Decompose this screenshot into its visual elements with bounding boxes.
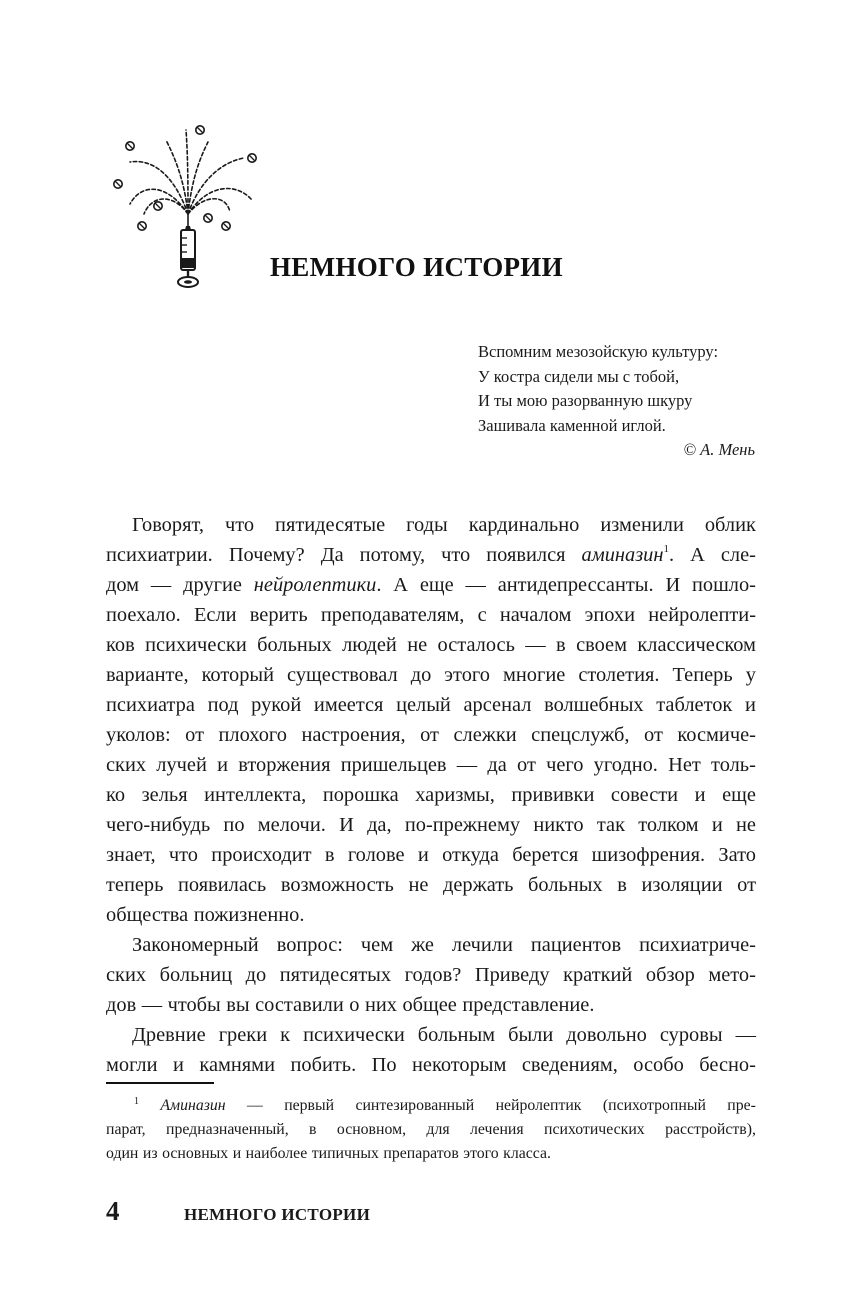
word: толком — [638, 814, 699, 836]
word: и — [172, 1054, 184, 1076]
word: существовал — [287, 664, 398, 686]
paragraph-line — [106, 930, 756, 960]
word: сле- — [720, 544, 756, 566]
word: пре- — [727, 1097, 756, 1114]
word: нейролептик — [495, 1097, 582, 1114]
word: происходит — [211, 844, 312, 866]
word: обзор — [645, 964, 695, 986]
word: появился — [486, 544, 566, 566]
word: — — [456, 754, 478, 776]
word: шизофрения. — [591, 844, 706, 866]
word: имеется — [313, 694, 384, 716]
word: антидепрессанты. — [497, 574, 654, 596]
word: основных — [162, 1145, 229, 1162]
word: своем — [576, 634, 627, 656]
word: лучей — [156, 754, 207, 776]
running-footer — [106, 1196, 370, 1227]
word: да, — [367, 814, 392, 836]
paragraph-line — [106, 810, 756, 840]
word: толь- — [711, 754, 756, 776]
word: интеллекта, — [204, 784, 307, 806]
paragraph-line — [106, 990, 756, 1020]
word: еще — [419, 574, 454, 596]
word: представление. — [462, 994, 595, 1016]
word: не — [407, 634, 428, 656]
word: берется — [512, 844, 579, 866]
word: суровы — [659, 1024, 723, 1046]
word: настроения, — [301, 724, 406, 746]
word: психотических — [544, 1121, 645, 1138]
paragraph-line — [106, 780, 756, 810]
word: совести — [610, 784, 679, 806]
word: же — [411, 934, 434, 956]
word: аминазин$^1$. — [581, 543, 675, 566]
epigraph-attribution: © А. Мень — [683, 440, 755, 459]
word: годы — [406, 514, 448, 536]
word: не — [736, 814, 756, 836]
word: психически — [303, 1024, 405, 1046]
word: Почему? — [228, 544, 305, 566]
word: чего — [546, 754, 584, 776]
word: больных — [528, 874, 603, 896]
epigraph-line: Вспомним мезозойскую культуру: — [478, 342, 719, 361]
body-text — [106, 510, 756, 1080]
word: сведениям, — [521, 1054, 618, 1076]
word: класса. — [503, 1145, 551, 1162]
word: были — [508, 1024, 554, 1046]
word: больниц — [159, 964, 233, 986]
word: предназначенный, — [166, 1121, 289, 1138]
word: Аминазин — [160, 1097, 226, 1114]
word: краткий — [563, 964, 633, 986]
footnote-line — [106, 1094, 756, 1118]
word: рукой — [251, 694, 302, 716]
word: 1 — [134, 1096, 139, 1107]
word: Приведу — [474, 964, 550, 986]
word: мето- — [708, 964, 756, 986]
word: не — [408, 874, 429, 896]
word: Закономерный — [132, 934, 259, 956]
word: другие — [183, 574, 242, 596]
word: поехало. — [106, 604, 181, 626]
word: что — [168, 844, 198, 866]
word: довольно — [566, 1024, 647, 1046]
word: и — [711, 814, 723, 836]
word: в — [617, 874, 627, 896]
word: бесно- — [699, 1054, 756, 1076]
word: откуда — [442, 844, 499, 866]
word: плохого — [218, 724, 287, 746]
word: побить. — [290, 1054, 357, 1076]
paragraph-line — [106, 540, 756, 570]
word: появилась — [178, 874, 267, 896]
word: и — [232, 1145, 242, 1162]
word: зелья — [141, 784, 188, 806]
word: волшебных — [544, 694, 644, 716]
word: возможность — [280, 874, 394, 896]
word: слежки — [453, 724, 517, 746]
chapter-title: НЕМНОГО ИСТОРИИ — [270, 252, 563, 282]
paragraph-line — [106, 1020, 756, 1050]
word: целый — [396, 694, 451, 716]
footnote-line — [106, 1142, 756, 1166]
word: знает, — [106, 844, 156, 866]
word: дом — [106, 574, 140, 596]
word: первый — [284, 1097, 335, 1114]
word: что — [224, 514, 255, 536]
word: что — [441, 544, 471, 566]
word: изоляции — [641, 874, 723, 896]
word: чего-нибудь — [106, 814, 211, 836]
word: для — [426, 1121, 450, 1138]
word: наиболее — [245, 1145, 308, 1162]
word: пришельцев — [340, 754, 447, 776]
word: держать — [443, 874, 514, 896]
paragraph-line — [106, 690, 756, 720]
word: еще — [722, 784, 756, 806]
word: пятидесятых — [279, 964, 392, 986]
word: арсенал — [463, 694, 532, 716]
word: изменили — [600, 514, 684, 536]
word: началом — [499, 604, 572, 626]
word: — — [150, 574, 172, 596]
word: в — [324, 844, 335, 866]
paragraph-line — [106, 720, 756, 750]
footnotes — [106, 1094, 756, 1166]
word: спецслужб, — [531, 724, 630, 746]
word: Говорят, — [132, 514, 204, 536]
word: Теперь — [672, 664, 733, 686]
word: парат, — [106, 1121, 146, 1138]
word: них — [364, 994, 397, 1016]
page-number: 4 — [106, 1196, 120, 1226]
word: и — [694, 784, 706, 806]
word: Если — [193, 604, 237, 626]
word: с — [477, 604, 487, 626]
word: и — [217, 754, 229, 776]
word: в — [309, 1121, 317, 1138]
paragraph-line — [106, 630, 756, 660]
paragraph-line — [106, 870, 756, 900]
word: психически — [145, 634, 247, 656]
word: психиатриче- — [639, 934, 756, 956]
word: общее — [402, 994, 457, 1016]
word: Древние — [132, 1024, 206, 1046]
word: пациентов — [530, 934, 622, 956]
word: Зато — [718, 844, 756, 866]
word: годов? — [404, 964, 462, 986]
word: многие — [502, 664, 566, 686]
word: к — [280, 1024, 291, 1046]
word: классическом — [637, 634, 756, 656]
word: харизмы, — [415, 784, 495, 806]
word: Да — [320, 544, 344, 566]
word: составили — [255, 994, 344, 1016]
word: ков — [106, 634, 135, 656]
word: теперь — [106, 874, 164, 896]
footnote-divider — [106, 1082, 214, 1084]
paragraph-line — [106, 900, 756, 930]
paragraph-line — [106, 660, 756, 690]
word: по-прежнему — [404, 814, 521, 836]
word: — — [465, 574, 486, 596]
word: чтобы — [167, 994, 221, 1016]
paragraph-line — [106, 570, 756, 600]
word: до — [410, 664, 432, 686]
epigraph-line: И ты мою разорванную шкуру — [478, 391, 693, 410]
word: уколов: — [106, 724, 171, 746]
word: По — [371, 1054, 397, 1076]
epigraph — [478, 340, 758, 463]
word: преподавателям, — [320, 604, 465, 626]
word: вопрос: — [276, 934, 343, 956]
word: верить — [249, 604, 308, 626]
word: — — [141, 994, 163, 1016]
epigraph-line: Зашивала каменной иглой. — [478, 415, 666, 435]
word: психиатрии. — [106, 544, 213, 566]
word: ских — [106, 964, 147, 986]
word: угодно. — [593, 754, 658, 776]
word: потому, — [359, 544, 426, 566]
word: пошло- — [692, 574, 756, 596]
word: варианте, — [106, 664, 189, 686]
word: греки — [218, 1024, 268, 1046]
word: прививки — [511, 784, 595, 806]
paragraph-line — [106, 600, 756, 630]
word: да — [487, 754, 507, 776]
word: нейролепти- — [648, 604, 756, 626]
word: по — [223, 814, 245, 836]
word: и — [744, 694, 756, 716]
word: — — [735, 1024, 756, 1046]
word: столетия. — [578, 664, 660, 686]
word: могли — [106, 1054, 158, 1076]
word: А — [393, 574, 409, 596]
word: больным — [417, 1024, 496, 1046]
word: больных — [257, 634, 332, 656]
running-title: НЕМНОГО ИСТОРИИ — [184, 1205, 371, 1224]
word: дов — [106, 994, 137, 1016]
word: о — [349, 994, 360, 1016]
word: чем — [360, 934, 394, 956]
word: кардинально — [468, 514, 580, 536]
word: до — [245, 964, 267, 986]
word: этого — [444, 664, 490, 686]
word: типичных — [311, 1145, 379, 1162]
word: некоторым — [412, 1054, 507, 1076]
word: от — [644, 724, 663, 746]
word: этого — [463, 1145, 499, 1162]
word: под — [207, 694, 239, 716]
word: пожизненно. — [193, 904, 305, 926]
word: — — [525, 634, 546, 656]
word: вы — [226, 994, 250, 1016]
word: так — [596, 814, 625, 836]
word: ко — [106, 784, 126, 806]
paragraph-line — [106, 750, 756, 780]
word: осталось — [437, 634, 515, 656]
word: и — [417, 844, 429, 866]
word: порошка — [322, 784, 399, 806]
word: от — [737, 874, 756, 896]
word: пятидесятые — [275, 514, 386, 536]
word: который — [201, 664, 275, 686]
word: у — [745, 664, 756, 686]
word: — — [247, 1097, 263, 1114]
word: людей — [342, 634, 397, 656]
word: нейролептики. — [253, 574, 382, 596]
paragraph-line — [106, 840, 756, 870]
word: И — [339, 814, 354, 836]
word: (психотропный — [602, 1097, 706, 1114]
word: один — [106, 1145, 139, 1162]
footnote-line — [106, 1118, 756, 1142]
word: в — [556, 634, 566, 656]
word: от — [517, 754, 536, 776]
word: основном, — [336, 1121, 407, 1138]
syringe-fountain-icon — [104, 118, 274, 298]
word: Нет — [668, 754, 701, 776]
word: лечения — [470, 1121, 524, 1138]
word: камнями — [199, 1054, 276, 1076]
word: эпохи — [584, 604, 636, 626]
word: от — [420, 724, 439, 746]
word: особо — [633, 1054, 684, 1076]
word: ских — [106, 754, 147, 776]
word: психиатра — [106, 694, 195, 716]
word: синтезированный — [355, 1097, 475, 1114]
word: облик — [704, 514, 756, 536]
word: таблеток — [656, 694, 733, 716]
word: из — [142, 1145, 158, 1162]
paragraph-line — [106, 510, 756, 540]
word: общества — [106, 904, 189, 926]
epigraph-line: У костра сидели мы с тобой, — [478, 366, 680, 386]
word: лечили — [451, 934, 513, 956]
paragraph-line — [106, 960, 756, 990]
word: никто — [533, 814, 584, 836]
word: от — [185, 724, 204, 746]
paragraph-line — [106, 1050, 756, 1080]
word: космиче- — [677, 724, 756, 746]
word: А — [690, 544, 705, 566]
word: И — [665, 574, 681, 596]
word: расстройств), — [665, 1121, 756, 1138]
word: мелочи. — [257, 814, 326, 836]
word: вторжения — [238, 754, 331, 776]
word: препаратов — [383, 1145, 459, 1162]
word: голове — [347, 844, 405, 866]
